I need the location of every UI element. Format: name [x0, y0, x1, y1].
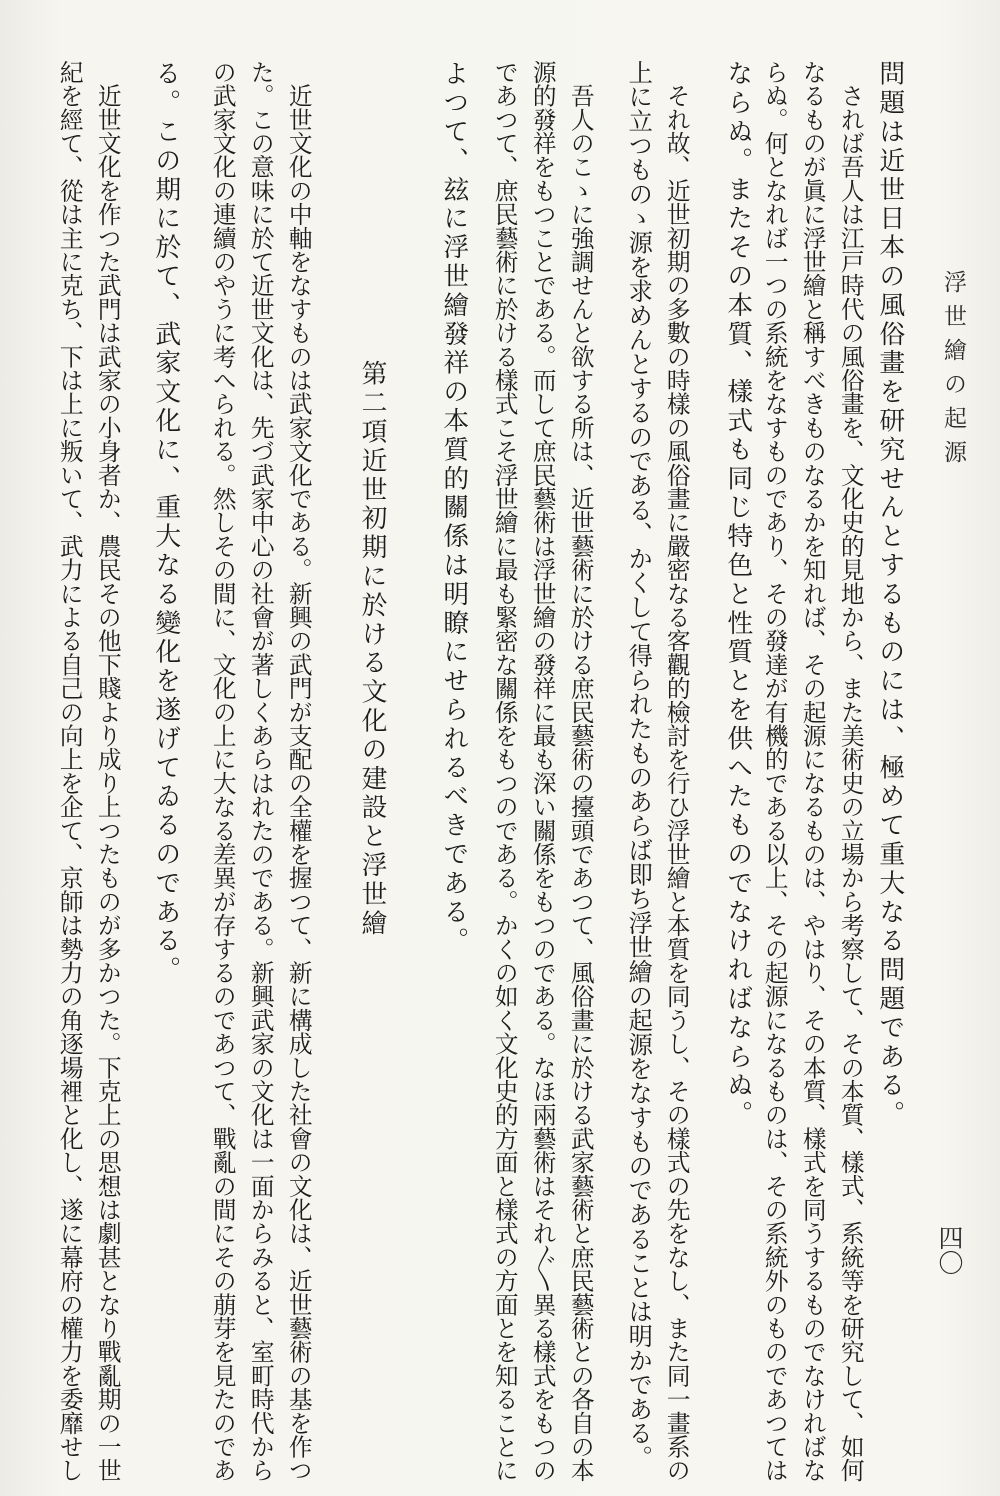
text-column: 上に立つものゝ源を求めんとするのである、かくして得られたものあらば即ち浮世繪の起源をなすものであることは明かである。 — [624, 60, 654, 1470]
text-column: の武家文化の連續のやうに考へられる。然しその間に、文化の上に大なる差異が存するのであつて、戰亂の間にその萠芽を見たのであ — [208, 60, 237, 1482]
text-column: た。この意味に於て近世文化は、先づ武家中心の社會が著しくあらはれたのである。新興武家の文化は一面からみると、室町時代から — [246, 60, 275, 1482]
text-column: であつて、庶民藝術に於ける樣式こそ浮世繪に最も緊密な關係をもつのである。かくの如く文化史的方面と樣式の方面とを知ることに — [490, 60, 519, 1482]
text-column: ならぬ。またその本質、樣式も同じ特色と性質とを供へたものでなければならぬ。 — [722, 60, 753, 1130]
text-column: なるものが眞に浮世繪と稱すべきものなるかを知れば、その起源になるものは、やはり、その本質、樣式を同うするものでなければな — [798, 60, 827, 1482]
text-column: 紀を經て、從は主に克ち、下は上に叛いて、武力による自己の向上を企て、京師は勢力の角逐場裡と化し、遂に幕府の權力を委靡せし — [55, 60, 84, 1482]
text-column: らぬ。何となれば一つの系統をなすものであり、その發達が有機的である以上、その起源になるものは、その系統外のものであつては — [760, 60, 789, 1482]
page-number: 四〇 — [935, 1225, 964, 1275]
text-column: 近世文化を作つた武門は武家の小身者か、農民その他下賤より成り上つたものが多かつた。下克上の思想は劇甚となり戰亂期の一世 — [93, 60, 122, 1482]
text-column: よつて、玆に浮世繪發祥の本質的關係は明瞭にせられるべきである。 — [438, 60, 469, 956]
section-number: 第二項 — [357, 360, 387, 447]
text-column: 近世文化の中軸をなすものは武家文化である。新興の武門が支配の全權を握つて、新に構成した社會の文化は、近世藝術の基を作つ — [284, 60, 313, 1482]
text-column: 吾人のこゝに強調せんと欲する所は、近世藝術に於ける庶民藝術の擡頭であつて、風俗畫に於ける武家藝術と庶民藝術との各自の本 — [566, 60, 595, 1482]
section-heading — [358, 360, 386, 938]
text-column: 問題は近世日本の風俗畫を研究せんとするものには、極めて重大なる問題である。 — [874, 60, 905, 1130]
text-column: それ故、近世初期の多數の時樣の風俗畫に嚴密なる客觀的檢討を行ひ浮世繪と本質を同うし、その樣式の先をなし、また同一畫系の — [662, 60, 691, 1482]
section-title: 近世初期に於ける文化の建設と浮世繪 — [357, 446, 387, 939]
text-column: されば吾人は江戸時代の風俗畫を、文化史的見地から、また美術史の立場から考察して、その本質、樣式、系統等を研究して、如何 — [836, 60, 865, 1482]
running-title: 浮世繪の起源 — [940, 270, 966, 474]
text-column: 源的發祥をもつことである。而して庶民藝術は浮世繪の發祥に最も深い關係をもつのである。なほ兩藝術はそれ〴〵異る樣式をもつの — [528, 60, 557, 1482]
text-column: る。この期に於て、武家文化に、重大なる變化を遂げてゐるのである。 — [150, 60, 181, 985]
